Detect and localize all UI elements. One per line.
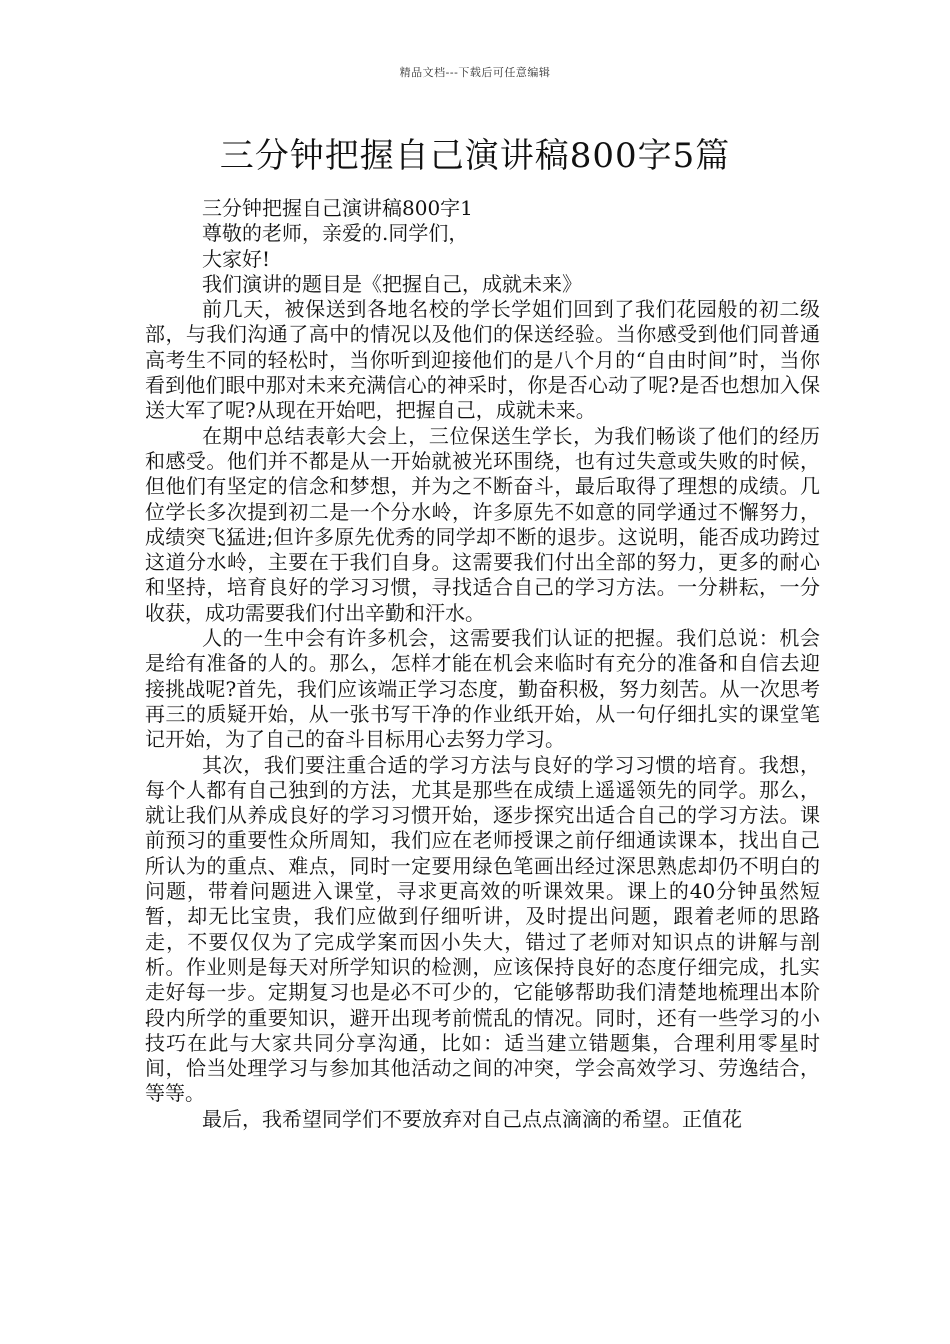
page-header-note: 精品文档---下载后可任意编辑: [399, 66, 551, 79]
paragraph-topic: 我们演讲的题目是《把握自己，成就未来》: [202, 271, 582, 296]
document-title: 三分钟把握自己演讲稿800字5篇: [219, 136, 731, 176]
paragraph: 最后，我希望同学们不要放弃对自己点点滴滴的希望。正值花: [202, 1106, 742, 1131]
paragraph: 在期中总结表彰大会上，三位保送生学长，为我们畅谈了他们的经历和感受。他们并不都是从一开始就被光环围绕，也有过失意或失败的时候，但他们有坚定的信念和梦想，并为之不断奋斗，最后取得了理想的成绩。几位学长多次提到初二是一个分水岭，许多原先不如意的同学通过不懈努力，成绩突飞猛进;但许多原先优秀的同学却不断的退步。这说明，能否成功跨过这道分水岭，主要在于我们自身。这需要我们付出全部的努力，更多的耐心和坚持，培育良好的学习习惯，寻找适合自己的学习方法。一分耕耘，一分收获，成功需要我们付出辛勤和汗水。: [145, 423, 820, 625]
document-body: [145, 196, 820, 1132]
paragraph: 前几天，被保送到各地名校的学长学姐们回到了我们花园般的初二级部，与我们沟通了高中的情况以及他们的保送经验。当你感受到他们同普通高考生不同的轻松时，当你听到迎接他们的是八个月的“自由时间”时，当你看到他们眼中那对未来充满信心的神采时，你是否心动了呢?是否也想加入保送大军了呢?从现在开始吧，把握自己，成就未来。: [145, 297, 820, 423]
paragraph: 其次，我们要注重合适的学习方法与良好的学习习惯的培育。我想，每个人都有自己独到的方法，尤其是那些在成绩上遥遥领先的同学。那么，就让我们从养成良好的学习习惯开始，逐步探究出适合自己的学习方法。课前预习的重要性众所周知，我们应在老师授课之前仔细通读课本，找出自己所认为的重点、难点，同时一定要用绿色笔画出经过深思熟虑却仍不明白的问题，带着问题进入课堂，寻求更高效的听课效果。课上的40分钟虽然短暂，却无比宝贵，我们应做到仔细听讲，及时提出问题，跟着老师的思路走，不要仅仅为了完成学案而因小失大，错过了老师对知识点的讲解与剖析。作业则是每天对所学知识的检测，应该保持良好的态度仔细完成，扎实走好每一步。定期复习也是必不可少的，它能够帮助我们清楚地梳理出本阶段内所学的重要知识，避开出现考前慌乱的情况。同时，还有一些学习的小技巧在此与大家共同分享沟通，比如：适当建立错题集，合理利用零星时间，恰当处理学习与参加其他活动之间的冲突，学会高效学习、劳逸结合，等等。: [145, 752, 820, 1106]
paragraph: 人的一生中会有许多机会，这需要我们认证的把握。我们总说：机会是给有准备的人的。那么，怎样才能在机会来临时有充分的准备和自信去迎接挑战呢?首先，我们应该端正学习态度，勤奋积极，努力刻苦。从一次思考再三的质疑开始，从一张书写干净的作业纸开始，从一句仔细扎实的课堂笔记开始，为了自己的奋斗目标用心去努力学习。: [145, 626, 820, 752]
paragraph-greeting: 大家好!: [202, 246, 271, 271]
paragraph-salutation: 尊敬的老师，亲爱的.同学们，: [202, 221, 469, 246]
paragraph-subtitle: 三分钟把握自己演讲稿800字1: [202, 196, 473, 220]
